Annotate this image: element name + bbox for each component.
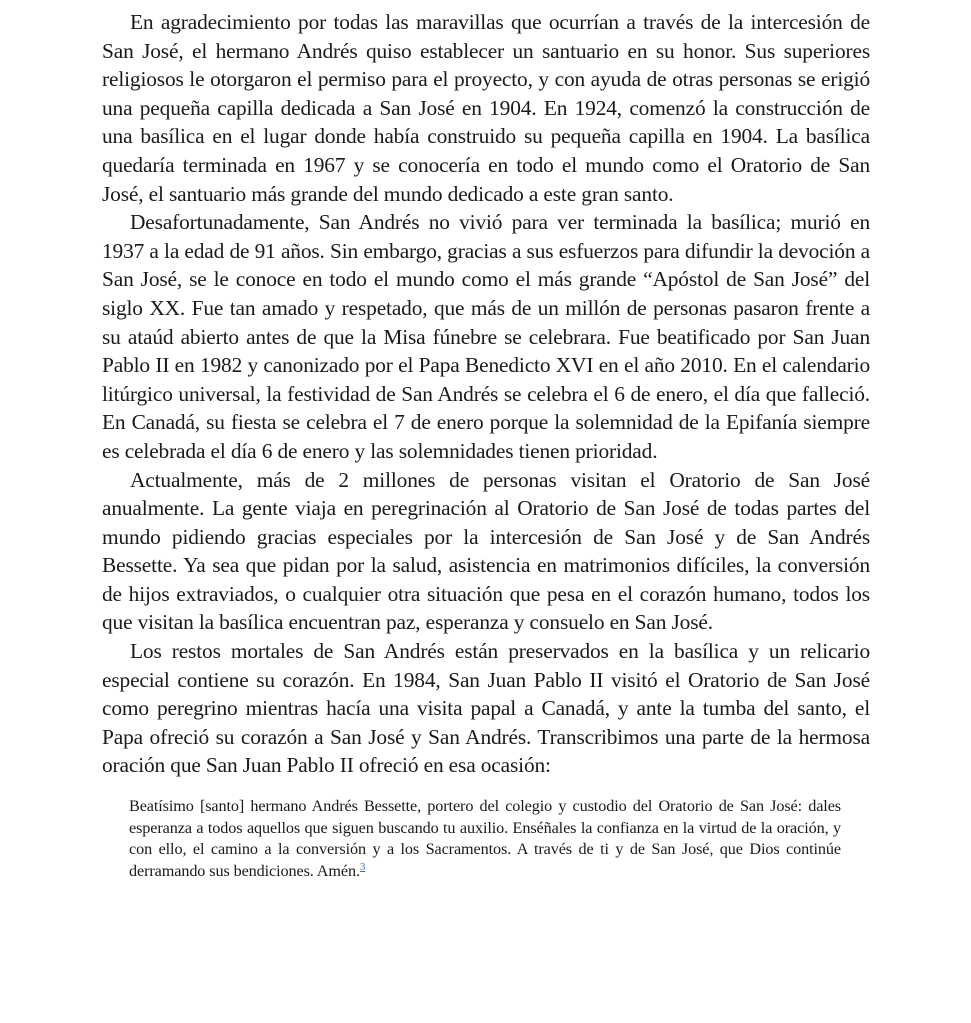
paragraph-pilgrims: Actualmente, más de 2 millones de personas visitan el Oratorio de San José anualmente. La gente viaja en peregrinación al Oratorio de San José de todas partes del mundo pidiendo gracias especiales por la intercesión de San José y de San Andrés Bessette. Ya sea que pidan por la salud, asistencia en matrimonios difíciles, la conversión de hijos extraviados, o cualquier otra situación que pesa en el corazón humano, todos los que visitan la basílica encuentran paz, esperanza y consuelo en San José. — [102, 467, 870, 635]
paragraph-relics-papal-visit: Los restos mortales de San Andrés están preservados en la basílica y un relicario especial contiene su corazón. En 1984, San Juan Pablo II visitó el Oratorio de San José como peregrino mientras hacía una visita papal a Canadá, y ante la tumba del santo, el Papa ofreció su corazón a San José y San Andrés. Transcribimos una parte de la hermosa oración que San Juan Pablo II ofreció en esa ocasión: — [102, 639, 870, 778]
footnote-link[interactable]: 3 — [359, 860, 366, 873]
document-page — [102, 8, 870, 882]
paragraph-oratory-founding: En agradecimiento por todas las maravillas que ocurrían a través de la intercesión de San José, el hermano Andrés quiso establecer un santuario en su honor. Sus superiores religiosos le otorgaron el permiso para el proyecto, y con ayuda de otras personas se erigió una pequeña capilla dedicada a San José en 1904. En 1924, comenzó la construcción de una basílica en el lugar donde había construido su pequeña capilla en 1904. La basílica quedaría terminada en 1967 y se conocería en todo el mundo como el Oratorio de San José, el santuario más grande del mundo dedicado a este gran santo. — [102, 10, 870, 206]
prayer-text: Beatísimo [santo] hermano Andrés Bessette, portero del colegio y custodio del Oratorio de San José: dales esperanza a todos aquellos que siguen buscando tu auxilio. Enséñales la confianza en la virtud de la oración, y con ello, el camino a la conversión y a los Sacramentos. A través de ti y de San José, que Dios continúe derramando sus bendiciones. Amén. — [129, 797, 841, 880]
prayer-blockquote — [129, 796, 841, 882]
paragraph-death-canonization: Desafortunadamente, San Andrés no vivió para ver terminada la basílica; murió en 1937 a la edad de 91 años. Sin embargo, gracias a sus esfuerzos para difundir la devoción a San José, se le conoce en todo el mundo como el más grande “Apóstol de San José” del siglo XX. Fue tan amado y respetado, que más de un millón de personas pasaron frente a su ataúd abierto antes de que la Misa fúnebre se celebrara. Fue beatificado por San Juan Pablo II en 1982 y canonizado por el Papa Benedicto XVI en el año 2010. En el calendario litúrgico universal, la festividad de San Andrés se celebra el 6 de enero, el día que falleció. En Canadá, su fiesta se celebra el 7 de enero porque la solemnidad de la Epifanía siempre es celebrada el día 6 de enero y las solemnidades tienen prioridad. — [102, 210, 870, 463]
